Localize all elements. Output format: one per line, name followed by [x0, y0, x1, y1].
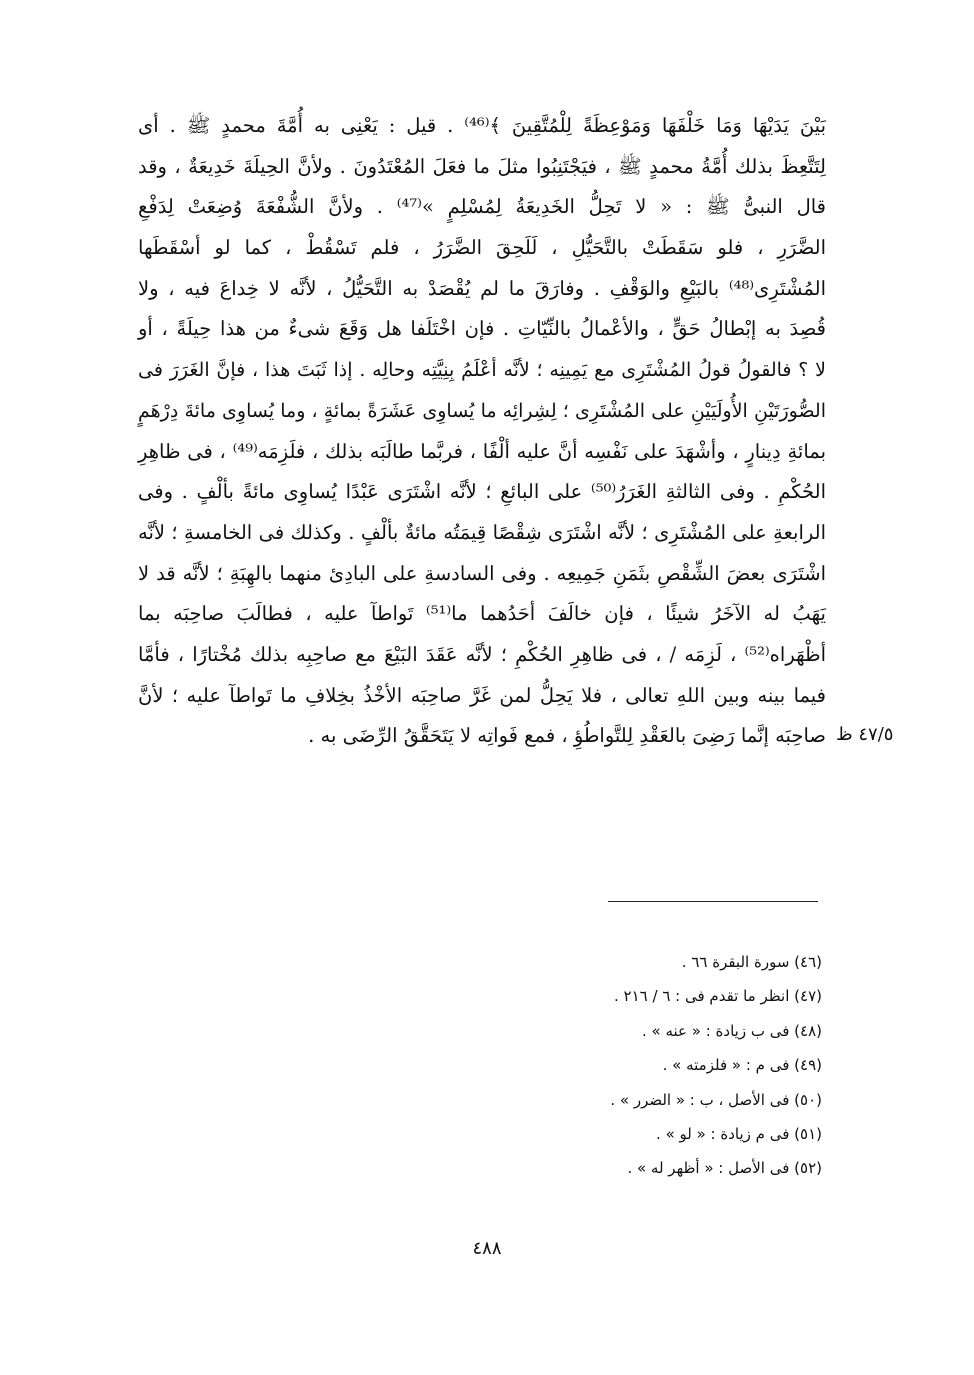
text-line: لِتَتَّعِظَ بذلك أُمَّةُ محمدٍ ﷺ ، فيَجْتَنِبُوا مثلَ ما فعَلَ المُعْتَدُونَ . ولأنَّ الحِيلَةَ خَدِيعَةٌ ، وقد — [138, 154, 826, 178]
footnote: (٤٩) فى م : « فلزمته » . — [662, 1056, 822, 1075]
text-line: قال النبىُّ ﷺ : « لا تَحِلُّ الخَدِيعَةُ لِمُسْلِمٍ »⁽⁴⁷⁾ . ولأنَّ الشُّفْعَةَ وُضِعَتْ لِدَفْعِ — [138, 195, 826, 219]
footnote: (٤٧) انظر ما تقدم فى : ٦ / ٢١٦ . — [614, 987, 822, 1006]
footnote-separator — [608, 901, 818, 902]
footnote: (٥١) فى م زيادة : « لو » . — [656, 1124, 822, 1143]
footnotes-block — [262, 945, 822, 1186]
text-line: أظْهَراه⁽⁵²⁾ ، لَزِمَه / ، فى ظاهِرِ الحُكْمِ ؛ لأنَّه عَقَدَ البَيْعَ مع صاحِبِه بذلك مُخْتارًا ، فأمَّا — [138, 642, 826, 666]
text-line: بَيْنَ يَدَيْهَا وَمَا خَلْفَهَا وَمَوْعِظَةً لِلْمُتَّقِينَ ﴾⁽⁴⁶⁾ . قيل : يَعْنِى به أُمَّةَ محمدٍ ﷺ . أى — [138, 114, 826, 137]
text-line: المُشْتَرِى⁽⁴⁸⁾ بالبَيْعِ والوَقْفِ . وفارَقَ ما لم يُقْصَدْ به التَّحَيُّلُ ، لأنَّه لا خِداعَ فيه ، ولا — [138, 276, 826, 300]
text-line: صاحِبَه إنَّما رَضِىَ بالعَقْدِ لِلتَّواطُؤِ ، فمع فَواتِه لا يَتَحَقَّقُ الرِّضَى به . — [308, 724, 826, 748]
text-line: لا ؟ فالقولُ قولُ المُشْتَرِى مع يَمِينِه ؛ لأنَّه أعْلَمُ بِنِيَّتِه وحالِه . إذا ثَبَتَ هذا ، فإنَّ الغَرَرَ فى — [138, 359, 826, 382]
footnote: (٤٦) سورة البقرة ٦٦ . — [681, 953, 822, 971]
page-number: ٤٨٨ — [472, 1238, 502, 1259]
text-line: الحُكْمِ . وفى الثالثةِ الغَرَرُ⁽⁵⁰⁾ على البائعِ ؛ لأنَّه اشْتَرَى عَبْدًا يُساوِى مائةً بألْفٍ . وفى — [138, 480, 826, 504]
text-line: اشْتَرَى بعضَ الشِّقْصِ بثَمَنِ جَمِيعِه . وفى السادسةِ على البادِئ منهما بالهِبَةِ ؛ لأنَّه قد لا — [138, 561, 826, 585]
footnote: (٥٠) فى الأصل ، ب : « الضرر » . — [610, 1090, 822, 1109]
text-line: فيما بينه وبين اللهِ تعالى ، فلا يَحِلُّ لمن غَرَّ صاحِبَه الأخْذُ بخِلافِ ما تَواطآ عليه ؛ لأنَّ — [138, 683, 826, 707]
main-text-block — [138, 106, 826, 757]
manuscript-folio-marker: ٤٧/٥ ظ — [836, 724, 894, 745]
text-line: الضَّرَرِ ، فلو سَقَطَتْ بالتَّحَيُّلِ ، لَلَحِقَ الضَّرَرُ ، فلم تَسْقُطْ ، كما لو أسْقَطَها — [138, 236, 826, 260]
text-line: يَهَبُ له الآخَرُ شيئًا ، فإن خالَفَ أحَدُهما ما⁽⁵¹⁾ تَواطآ عليه ، فطالَبَ صاحِبَه بما — [138, 602, 826, 626]
text-line: بمائةِ دِينارٍ ، وأشْهَدَ على نَفْسِه أنَّ عليه ألْفًا ، فربَّما طالَبَه بذلك ، فلَزِمَه⁽⁴⁹⁾ ، فى ظاهِرِ — [138, 439, 826, 463]
footnote: (٤٨) فى ب زيادة : « عنه » . — [642, 1021, 822, 1040]
footnote: (٥٢) فى الأصل : « أظهر له » . — [627, 1159, 822, 1178]
text-line: الرابعةِ على المُشْتَرِى ؛ لأنَّه اشْتَرَى شِقْصًا قِيمَتُه مائةٌ بألْفٍ . وكذلك فى الخامسةِ ؛ لأنَّه — [138, 520, 826, 544]
text-line: الصُّورَتَيْنِ الأُولَيَيْنِ على المُشْتَرِى ؛ لِشِرائِه ما يُساوِى عَشَرَةً بمائةٍ ، وما يُساوِى مائةَ دِرْهَمٍ — [138, 399, 826, 422]
text-line: قُصِدَ به إبْطالُ حَقٍّ ، والأعْمالُ بالنِّيّاتِ . فإن اخْتَلَفا هل وَقَعَ شىءٌ من هذا حِيلَةً ، أو — [138, 317, 826, 341]
